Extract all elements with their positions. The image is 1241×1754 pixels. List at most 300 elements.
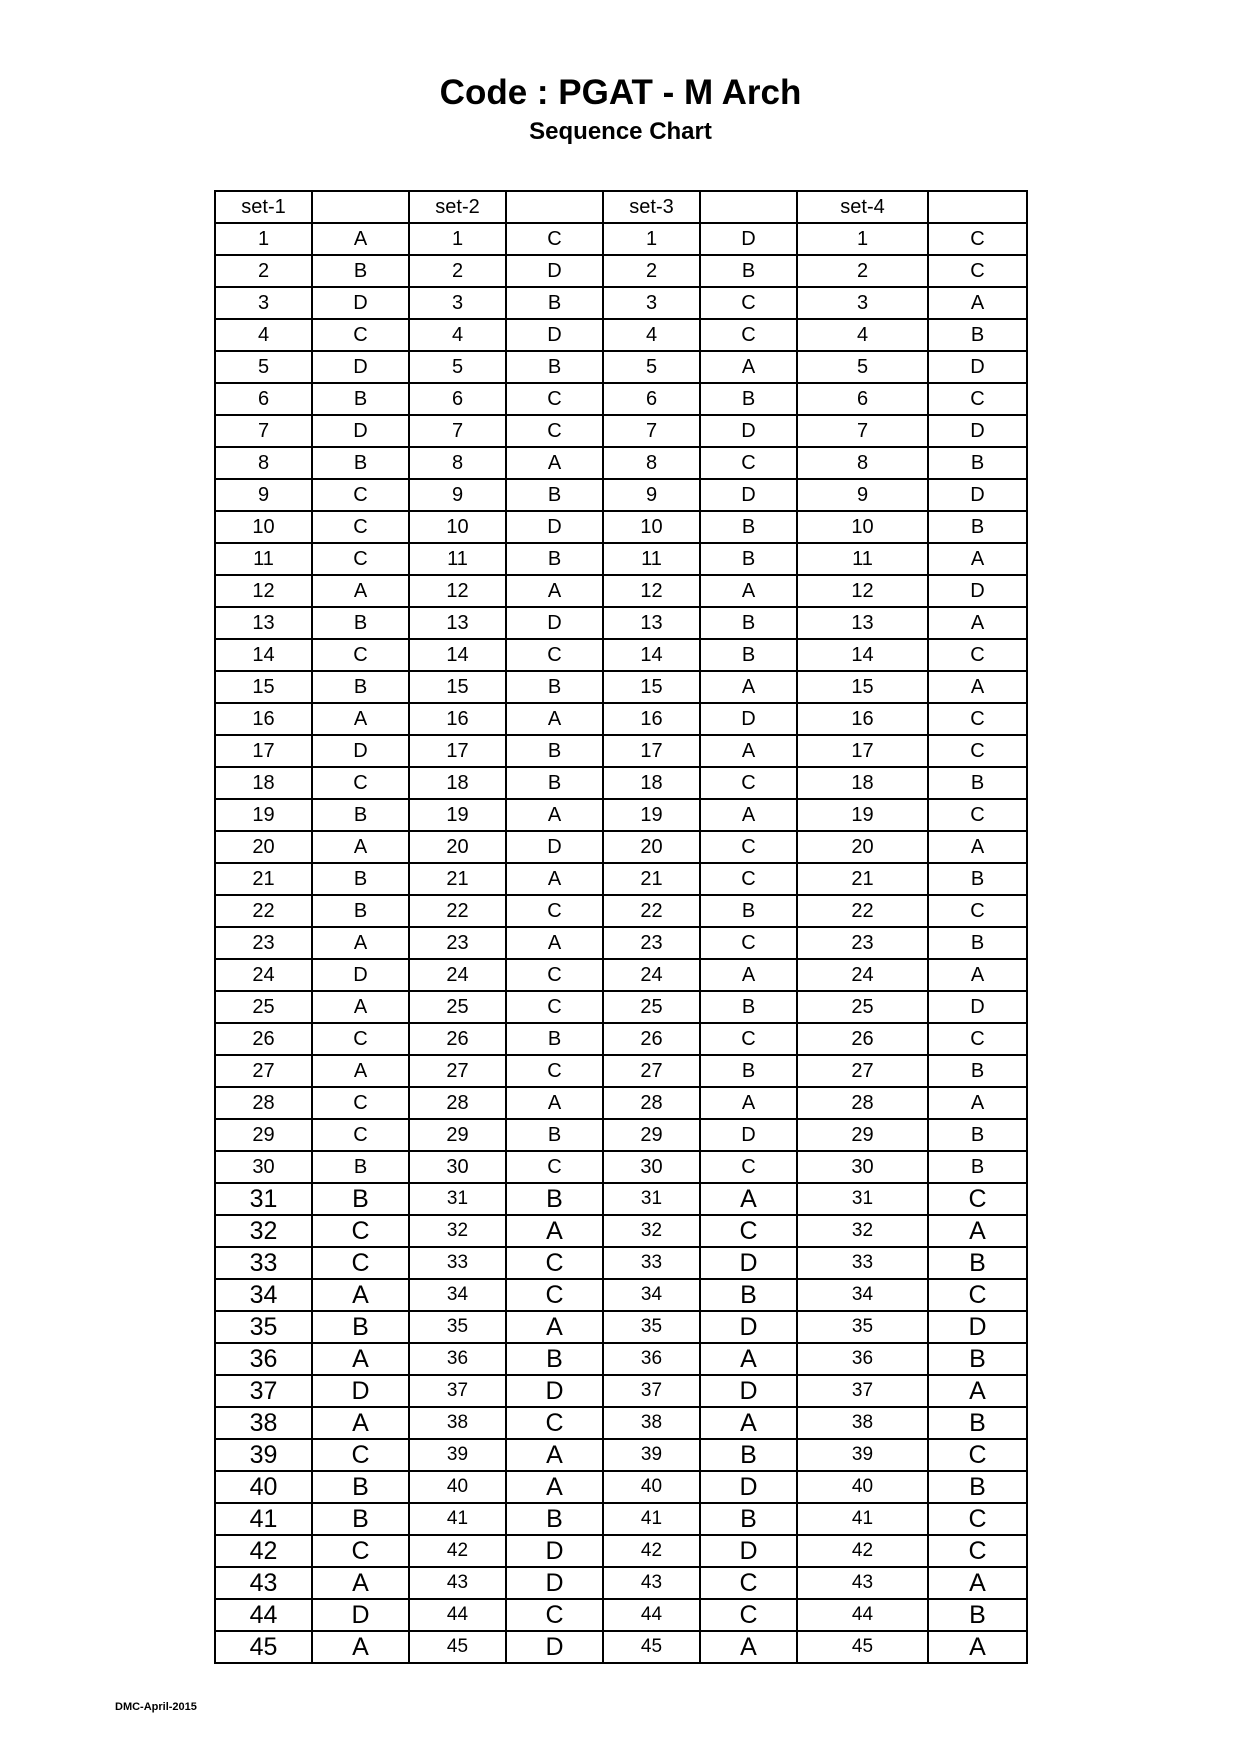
set-2-number-cell: 43 bbox=[409, 1567, 506, 1599]
set-3-answer-cell: B bbox=[700, 991, 797, 1023]
set-1-answer-cell: D bbox=[312, 287, 409, 319]
set-3-number-cell: 28 bbox=[603, 1087, 700, 1119]
set-1-answer-cell: B bbox=[312, 1183, 409, 1215]
set-4-number-cell: 36 bbox=[797, 1343, 928, 1375]
set-1-answer-cell: B bbox=[312, 671, 409, 703]
table-row bbox=[215, 1471, 1027, 1503]
set-4-number-cell: 5 bbox=[797, 351, 928, 383]
set-4-number-cell: 12 bbox=[797, 575, 928, 607]
set-4-number-cell: 6 bbox=[797, 383, 928, 415]
set-1-number-cell: 25 bbox=[215, 991, 312, 1023]
set-2-number-cell: 28 bbox=[409, 1087, 506, 1119]
set-2-answer-cell: C bbox=[506, 1599, 603, 1631]
set-2-answer-cell: D bbox=[506, 831, 603, 863]
set-2-number-cell: 5 bbox=[409, 351, 506, 383]
set-1-number-cell: 32 bbox=[215, 1215, 312, 1247]
set-1-number-cell: 14 bbox=[215, 639, 312, 671]
set-3-number-cell: 8 bbox=[603, 447, 700, 479]
set-2-number-cell: 38 bbox=[409, 1407, 506, 1439]
set-1-answer-cell: D bbox=[312, 735, 409, 767]
set-1-number-cell: 29 bbox=[215, 1119, 312, 1151]
set-3-number-cell: 25 bbox=[603, 991, 700, 1023]
set-3-answer-cell: D bbox=[700, 1535, 797, 1567]
set-1-number-cell: 42 bbox=[215, 1535, 312, 1567]
set-1-number-cell: 3 bbox=[215, 287, 312, 319]
set-4-answer-cell: C bbox=[928, 1503, 1027, 1535]
table-row bbox=[215, 543, 1027, 575]
table-row bbox=[215, 1023, 1027, 1055]
set-1-answer-cell: C bbox=[312, 479, 409, 511]
table-row bbox=[215, 1215, 1027, 1247]
column-header-set-4: set-4 bbox=[797, 191, 928, 223]
set-4-answer-cell: A bbox=[928, 607, 1027, 639]
set-4-answer-cell: B bbox=[928, 767, 1027, 799]
set-3-number-cell: 6 bbox=[603, 383, 700, 415]
set-3-number-cell: 13 bbox=[603, 607, 700, 639]
set-3-number-cell: 14 bbox=[603, 639, 700, 671]
set-4-answer-cell: A bbox=[928, 671, 1027, 703]
set-3-number-cell: 3 bbox=[603, 287, 700, 319]
set-2-answer-cell: B bbox=[506, 671, 603, 703]
set-1-answer-cell: A bbox=[312, 1279, 409, 1311]
set-3-number-cell: 10 bbox=[603, 511, 700, 543]
set-3-answer-cell: C bbox=[700, 767, 797, 799]
set-1-answer-cell: D bbox=[312, 959, 409, 991]
set-4-answer-cell: D bbox=[928, 415, 1027, 447]
set-2-number-cell: 17 bbox=[409, 735, 506, 767]
set-1-answer-cell: C bbox=[312, 511, 409, 543]
set-2-number-cell: 22 bbox=[409, 895, 506, 927]
set-1-number-cell: 2 bbox=[215, 255, 312, 287]
set-1-answer-cell: C bbox=[312, 319, 409, 351]
set-3-number-cell: 44 bbox=[603, 1599, 700, 1631]
column-header-set-2: set-2 bbox=[409, 191, 506, 223]
set-3-answer-cell: B bbox=[700, 895, 797, 927]
set-1-answer-cell: A bbox=[312, 831, 409, 863]
set-4-answer-cell: A bbox=[928, 959, 1027, 991]
table-row bbox=[215, 255, 1027, 287]
set-3-number-cell: 38 bbox=[603, 1407, 700, 1439]
set-2-answer-cell: D bbox=[506, 255, 603, 287]
set-2-answer-cell: C bbox=[506, 1407, 603, 1439]
set-2-answer-cell: B bbox=[506, 1023, 603, 1055]
set-4-answer-cell: C bbox=[928, 1535, 1027, 1567]
set-2-number-cell: 10 bbox=[409, 511, 506, 543]
set-2-number-cell: 12 bbox=[409, 575, 506, 607]
set-4-number-cell: 7 bbox=[797, 415, 928, 447]
set-4-number-cell: 4 bbox=[797, 319, 928, 351]
set-1-number-cell: 28 bbox=[215, 1087, 312, 1119]
set-1-answer-cell: A bbox=[312, 703, 409, 735]
set-3-answer-cell: B bbox=[700, 639, 797, 671]
set-2-answer-cell: A bbox=[506, 927, 603, 959]
set-3-number-cell: 39 bbox=[603, 1439, 700, 1471]
set-2-answer-cell: B bbox=[506, 735, 603, 767]
set-4-answer-cell: A bbox=[928, 543, 1027, 575]
table-row bbox=[215, 735, 1027, 767]
set-3-answer-cell: D bbox=[700, 1311, 797, 1343]
set-2-answer-cell: D bbox=[506, 319, 603, 351]
set-1-answer-cell: A bbox=[312, 1631, 409, 1663]
set-4-number-cell: 18 bbox=[797, 767, 928, 799]
set-1-number-cell: 38 bbox=[215, 1407, 312, 1439]
set-1-answer-cell: B bbox=[312, 1503, 409, 1535]
set-1-number-cell: 23 bbox=[215, 927, 312, 959]
set-4-number-cell: 24 bbox=[797, 959, 928, 991]
set-2-answer-cell: C bbox=[506, 383, 603, 415]
set-1-number-cell: 27 bbox=[215, 1055, 312, 1087]
set-1-answer-cell: C bbox=[312, 767, 409, 799]
set-1-answer-cell: A bbox=[312, 1407, 409, 1439]
set-1-number-cell: 37 bbox=[215, 1375, 312, 1407]
set-2-answer-cell: C bbox=[506, 1055, 603, 1087]
column-header-set-4-answer bbox=[928, 191, 1027, 223]
column-header-set-2-answer bbox=[506, 191, 603, 223]
set-2-number-cell: 6 bbox=[409, 383, 506, 415]
set-4-number-cell: 11 bbox=[797, 543, 928, 575]
set-1-answer-cell: D bbox=[312, 351, 409, 383]
set-2-number-cell: 44 bbox=[409, 1599, 506, 1631]
set-1-number-cell: 10 bbox=[215, 511, 312, 543]
set-3-number-cell: 24 bbox=[603, 959, 700, 991]
set-4-answer-cell: C bbox=[928, 895, 1027, 927]
set-3-number-cell: 2 bbox=[603, 255, 700, 287]
table-row bbox=[215, 895, 1027, 927]
set-4-number-cell: 1 bbox=[797, 223, 928, 255]
set-3-number-cell: 11 bbox=[603, 543, 700, 575]
set-2-answer-cell: C bbox=[506, 639, 603, 671]
table-row bbox=[215, 415, 1027, 447]
set-1-number-cell: 35 bbox=[215, 1311, 312, 1343]
set-4-number-cell: 8 bbox=[797, 447, 928, 479]
set-4-number-cell: 37 bbox=[797, 1375, 928, 1407]
set-2-answer-cell: A bbox=[506, 575, 603, 607]
set-1-answer-cell: B bbox=[312, 1471, 409, 1503]
set-3-number-cell: 16 bbox=[603, 703, 700, 735]
set-4-answer-cell: B bbox=[928, 927, 1027, 959]
set-3-answer-cell: D bbox=[700, 1247, 797, 1279]
set-3-number-cell: 41 bbox=[603, 1503, 700, 1535]
table-row bbox=[215, 1311, 1027, 1343]
set-3-number-cell: 23 bbox=[603, 927, 700, 959]
set-3-number-cell: 1 bbox=[603, 223, 700, 255]
set-3-answer-cell: B bbox=[700, 1503, 797, 1535]
set-2-answer-cell: B bbox=[506, 1343, 603, 1375]
set-1-number-cell: 33 bbox=[215, 1247, 312, 1279]
table-row bbox=[215, 1535, 1027, 1567]
set-2-number-cell: 9 bbox=[409, 479, 506, 511]
set-3-number-cell: 12 bbox=[603, 575, 700, 607]
set-2-number-cell: 32 bbox=[409, 1215, 506, 1247]
set-3-answer-cell: C bbox=[700, 319, 797, 351]
set-2-answer-cell: D bbox=[506, 1631, 603, 1663]
table-row bbox=[215, 575, 1027, 607]
set-1-answer-cell: A bbox=[312, 575, 409, 607]
set-3-answer-cell: C bbox=[700, 1023, 797, 1055]
table-row bbox=[215, 927, 1027, 959]
set-3-number-cell: 34 bbox=[603, 1279, 700, 1311]
set-1-number-cell: 45 bbox=[215, 1631, 312, 1663]
set-3-number-cell: 15 bbox=[603, 671, 700, 703]
set-3-number-cell: 40 bbox=[603, 1471, 700, 1503]
set-1-number-cell: 9 bbox=[215, 479, 312, 511]
column-header-set-1-answer bbox=[312, 191, 409, 223]
set-4-answer-cell: C bbox=[928, 255, 1027, 287]
set-3-number-cell: 31 bbox=[603, 1183, 700, 1215]
set-3-answer-cell: A bbox=[700, 671, 797, 703]
set-4-answer-cell: B bbox=[928, 1343, 1027, 1375]
set-3-number-cell: 17 bbox=[603, 735, 700, 767]
table-header bbox=[215, 191, 1027, 223]
set-3-number-cell: 42 bbox=[603, 1535, 700, 1567]
set-1-answer-cell: A bbox=[312, 1055, 409, 1087]
set-3-answer-cell: D bbox=[700, 703, 797, 735]
table-row bbox=[215, 383, 1027, 415]
set-4-number-cell: 19 bbox=[797, 799, 928, 831]
set-4-answer-cell: A bbox=[928, 1375, 1027, 1407]
set-4-answer-cell: B bbox=[928, 1471, 1027, 1503]
set-3-number-cell: 35 bbox=[603, 1311, 700, 1343]
set-2-number-cell: 15 bbox=[409, 671, 506, 703]
set-4-number-cell: 14 bbox=[797, 639, 928, 671]
set-1-number-cell: 41 bbox=[215, 1503, 312, 1535]
set-4-answer-cell: C bbox=[928, 1023, 1027, 1055]
set-4-number-cell: 17 bbox=[797, 735, 928, 767]
set-1-number-cell: 26 bbox=[215, 1023, 312, 1055]
set-2-answer-cell: B bbox=[506, 1183, 603, 1215]
set-1-number-cell: 1 bbox=[215, 223, 312, 255]
set-2-number-cell: 25 bbox=[409, 991, 506, 1023]
set-2-number-cell: 16 bbox=[409, 703, 506, 735]
set-1-answer-cell: A bbox=[312, 1567, 409, 1599]
table-row bbox=[215, 1343, 1027, 1375]
set-1-answer-cell: C bbox=[312, 1247, 409, 1279]
set-4-answer-cell: B bbox=[928, 863, 1027, 895]
set-3-answer-cell: A bbox=[700, 959, 797, 991]
set-4-number-cell: 22 bbox=[797, 895, 928, 927]
set-2-answer-cell: C bbox=[506, 991, 603, 1023]
set-3-number-cell: 22 bbox=[603, 895, 700, 927]
set-4-number-cell: 38 bbox=[797, 1407, 928, 1439]
header-row bbox=[215, 191, 1027, 223]
set-2-answer-cell: D bbox=[506, 607, 603, 639]
set-4-answer-cell: B bbox=[928, 511, 1027, 543]
set-1-number-cell: 34 bbox=[215, 1279, 312, 1311]
set-3-answer-cell: A bbox=[700, 1407, 797, 1439]
set-2-number-cell: 20 bbox=[409, 831, 506, 863]
table-row bbox=[215, 223, 1027, 255]
set-3-answer-cell: C bbox=[700, 927, 797, 959]
set-2-number-cell: 2 bbox=[409, 255, 506, 287]
set-2-answer-cell: B bbox=[506, 287, 603, 319]
set-1-number-cell: 24 bbox=[215, 959, 312, 991]
set-1-number-cell: 4 bbox=[215, 319, 312, 351]
table-row bbox=[215, 1119, 1027, 1151]
set-2-answer-cell: C bbox=[506, 415, 603, 447]
set-3-number-cell: 36 bbox=[603, 1343, 700, 1375]
set-3-number-cell: 45 bbox=[603, 1631, 700, 1663]
set-2-number-cell: 18 bbox=[409, 767, 506, 799]
set-4-answer-cell: B bbox=[928, 1599, 1027, 1631]
set-1-answer-cell: B bbox=[312, 607, 409, 639]
set-1-answer-cell: D bbox=[312, 1375, 409, 1407]
set-3-number-cell: 7 bbox=[603, 415, 700, 447]
set-3-answer-cell: B bbox=[700, 607, 797, 639]
set-1-answer-cell: A bbox=[312, 991, 409, 1023]
set-2-answer-cell: B bbox=[506, 543, 603, 575]
set-2-answer-cell: D bbox=[506, 511, 603, 543]
set-4-answer-cell: C bbox=[928, 639, 1027, 671]
set-3-answer-cell: C bbox=[700, 831, 797, 863]
set-4-answer-cell: C bbox=[928, 1439, 1027, 1471]
set-3-number-cell: 18 bbox=[603, 767, 700, 799]
set-2-number-cell: 8 bbox=[409, 447, 506, 479]
set-1-answer-cell: B bbox=[312, 255, 409, 287]
set-2-number-cell: 24 bbox=[409, 959, 506, 991]
set-1-number-cell: 8 bbox=[215, 447, 312, 479]
table-row bbox=[215, 1567, 1027, 1599]
column-header-set-3: set-3 bbox=[603, 191, 700, 223]
set-4-answer-cell: A bbox=[928, 287, 1027, 319]
set-1-number-cell: 6 bbox=[215, 383, 312, 415]
set-1-number-cell: 40 bbox=[215, 1471, 312, 1503]
table-row bbox=[215, 1183, 1027, 1215]
set-4-number-cell: 40 bbox=[797, 1471, 928, 1503]
set-2-answer-cell: B bbox=[506, 479, 603, 511]
set-4-answer-cell: B bbox=[928, 1151, 1027, 1183]
set-1-answer-cell: C bbox=[312, 1119, 409, 1151]
set-2-answer-cell: D bbox=[506, 1375, 603, 1407]
set-1-number-cell: 22 bbox=[215, 895, 312, 927]
set-2-answer-cell: B bbox=[506, 1119, 603, 1151]
set-4-answer-cell: A bbox=[928, 831, 1027, 863]
set-4-answer-cell: D bbox=[928, 575, 1027, 607]
set-4-number-cell: 29 bbox=[797, 1119, 928, 1151]
set-2-number-cell: 45 bbox=[409, 1631, 506, 1663]
set-1-answer-cell: B bbox=[312, 447, 409, 479]
set-1-number-cell: 13 bbox=[215, 607, 312, 639]
set-2-number-cell: 35 bbox=[409, 1311, 506, 1343]
set-2-answer-cell: A bbox=[506, 1439, 603, 1471]
table-row bbox=[215, 447, 1027, 479]
set-3-answer-cell: A bbox=[700, 1343, 797, 1375]
set-4-number-cell: 27 bbox=[797, 1055, 928, 1087]
set-3-number-cell: 27 bbox=[603, 1055, 700, 1087]
set-2-number-cell: 23 bbox=[409, 927, 506, 959]
table-row bbox=[215, 831, 1027, 863]
table-row bbox=[215, 1631, 1027, 1663]
set-4-answer-cell: D bbox=[928, 1311, 1027, 1343]
set-2-answer-cell: B bbox=[506, 1503, 603, 1535]
page-title: Code : PGAT - M Arch bbox=[439, 73, 802, 112]
table-row bbox=[215, 479, 1027, 511]
set-2-number-cell: 19 bbox=[409, 799, 506, 831]
set-3-answer-cell: B bbox=[700, 1439, 797, 1471]
set-2-answer-cell: C bbox=[506, 895, 603, 927]
footer-code: DMC-April-2015 bbox=[115, 1701, 197, 1713]
set-2-number-cell: 4 bbox=[409, 319, 506, 351]
set-3-answer-cell: D bbox=[700, 223, 797, 255]
set-1-answer-cell: B bbox=[312, 863, 409, 895]
set-2-answer-cell: C bbox=[506, 1279, 603, 1311]
table-row bbox=[215, 319, 1027, 351]
set-4-answer-cell: A bbox=[928, 1631, 1027, 1663]
set-1-answer-cell: B bbox=[312, 895, 409, 927]
set-3-number-cell: 30 bbox=[603, 1151, 700, 1183]
set-1-number-cell: 44 bbox=[215, 1599, 312, 1631]
set-3-number-cell: 43 bbox=[603, 1567, 700, 1599]
set-4-answer-cell: A bbox=[928, 1087, 1027, 1119]
set-1-number-cell: 5 bbox=[215, 351, 312, 383]
table-row bbox=[215, 703, 1027, 735]
set-4-answer-cell: A bbox=[928, 1215, 1027, 1247]
set-2-answer-cell: A bbox=[506, 447, 603, 479]
set-2-number-cell: 42 bbox=[409, 1535, 506, 1567]
set-4-answer-cell: C bbox=[928, 1183, 1027, 1215]
table-row bbox=[215, 767, 1027, 799]
set-3-answer-cell: B bbox=[700, 543, 797, 575]
set-2-answer-cell: A bbox=[506, 799, 603, 831]
set-2-number-cell: 29 bbox=[409, 1119, 506, 1151]
set-3-answer-cell: C bbox=[700, 447, 797, 479]
set-3-answer-cell: C bbox=[700, 1215, 797, 1247]
set-4-number-cell: 34 bbox=[797, 1279, 928, 1311]
set-3-answer-cell: A bbox=[700, 351, 797, 383]
set-2-number-cell: 41 bbox=[409, 1503, 506, 1535]
set-3-answer-cell: C bbox=[700, 287, 797, 319]
set-1-answer-cell: C bbox=[312, 1215, 409, 1247]
table-row bbox=[215, 639, 1027, 671]
set-2-answer-cell: A bbox=[506, 703, 603, 735]
set-4-number-cell: 31 bbox=[797, 1183, 928, 1215]
sequence-chart-table bbox=[214, 190, 1028, 1664]
set-4-answer-cell: C bbox=[928, 703, 1027, 735]
table-row bbox=[215, 351, 1027, 383]
table-row bbox=[215, 1503, 1027, 1535]
set-3-number-cell: 9 bbox=[603, 479, 700, 511]
set-3-answer-cell: A bbox=[700, 1183, 797, 1215]
set-2-answer-cell: A bbox=[506, 863, 603, 895]
table-row bbox=[215, 607, 1027, 639]
set-4-number-cell: 42 bbox=[797, 1535, 928, 1567]
set-3-answer-cell: A bbox=[700, 735, 797, 767]
set-1-answer-cell: C bbox=[312, 543, 409, 575]
set-4-number-cell: 9 bbox=[797, 479, 928, 511]
set-2-number-cell: 14 bbox=[409, 639, 506, 671]
table-row bbox=[215, 1247, 1027, 1279]
set-3-number-cell: 4 bbox=[603, 319, 700, 351]
set-1-number-cell: 7 bbox=[215, 415, 312, 447]
set-1-number-cell: 15 bbox=[215, 671, 312, 703]
set-1-number-cell: 30 bbox=[215, 1151, 312, 1183]
table-row bbox=[215, 1279, 1027, 1311]
set-4-number-cell: 26 bbox=[797, 1023, 928, 1055]
set-2-number-cell: 40 bbox=[409, 1471, 506, 1503]
set-4-number-cell: 32 bbox=[797, 1215, 928, 1247]
table-row bbox=[215, 671, 1027, 703]
set-4-answer-cell: C bbox=[928, 1279, 1027, 1311]
set-3-number-cell: 5 bbox=[603, 351, 700, 383]
set-1-answer-cell: B bbox=[312, 799, 409, 831]
set-4-number-cell: 10 bbox=[797, 511, 928, 543]
set-4-answer-cell: D bbox=[928, 991, 1027, 1023]
set-4-number-cell: 20 bbox=[797, 831, 928, 863]
set-2-number-cell: 31 bbox=[409, 1183, 506, 1215]
set-2-number-cell: 36 bbox=[409, 1343, 506, 1375]
set-1-number-cell: 36 bbox=[215, 1343, 312, 1375]
set-2-answer-cell: C bbox=[506, 223, 603, 255]
set-4-answer-cell: C bbox=[928, 799, 1027, 831]
